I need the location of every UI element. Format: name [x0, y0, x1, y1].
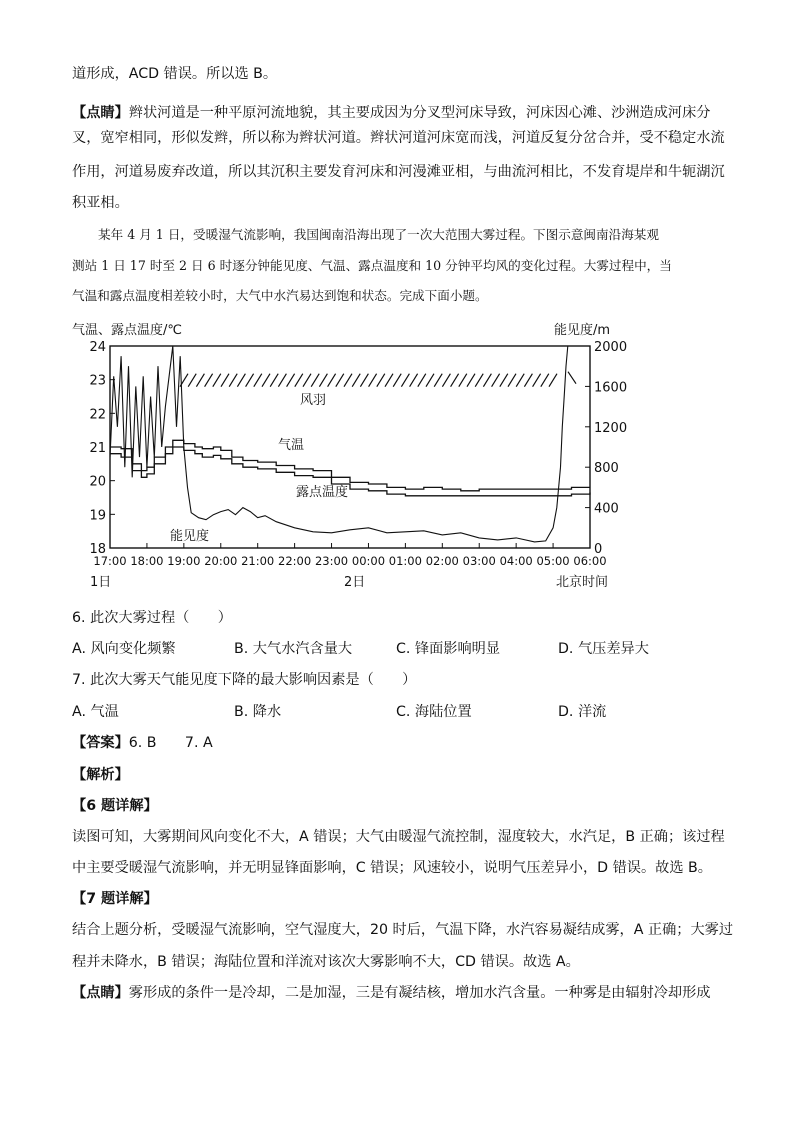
wind-barb: [360, 374, 368, 387]
wind-annotation: 风羽: [300, 393, 327, 408]
wind-barb: [377, 374, 385, 387]
wind-barb: [328, 374, 336, 387]
answer-tag: 【答案】: [72, 735, 129, 751]
y-right-tick-label: 800: [594, 461, 619, 477]
x-tick-label: 22:00: [278, 554, 312, 568]
wind-barb: [229, 374, 237, 387]
dewpoint-annotation: 露点温度: [296, 485, 349, 500]
y-left-tick-label: 22: [89, 407, 106, 423]
detail-6-text-a: 读图可知，大雾期间风向变化不大，A 错误；大气由暖湿气流控制，湿度较大，水汽足，B 正确；该过程: [72, 829, 725, 845]
y-right-tick-label: 400: [594, 501, 619, 517]
wind-barb: [508, 374, 516, 387]
wind-barb: [188, 374, 196, 387]
day2-label: 2日: [344, 575, 366, 590]
wind-barb: [278, 374, 286, 387]
answer-line: [72, 733, 213, 753]
detail-6-heading: 【6 题详解】: [72, 798, 158, 814]
q6-option-b[interactable]: B. 大气水汽含量大: [234, 641, 353, 657]
wind-barb: [568, 372, 576, 384]
wind-barb: [319, 374, 327, 387]
wind-barb: [295, 374, 303, 387]
x-tick-label: 20:00: [204, 554, 238, 568]
x-tick-label: 03:00: [462, 554, 496, 568]
wind-barb: [467, 374, 475, 387]
q7-option-d[interactable]: D. 洋流: [558, 704, 607, 720]
wind-barb: [344, 374, 352, 387]
q7-option-b[interactable]: B. 降水: [234, 704, 282, 720]
x-axis-label: 北京时间: [556, 575, 609, 590]
x-tick-label: 06:00: [573, 554, 607, 568]
x-tick-label: 18:00: [130, 554, 164, 568]
series-temperature: [110, 440, 590, 491]
tip-paragraph-line-2: 叉，宽窄相同，形似发辫，所以称为辫状河道。辫状河道河床宽而浅，河道反复分岔合并，受不稳定水流: [72, 130, 725, 146]
wind-barb: [516, 374, 524, 387]
tip-paragraph-line-1: [72, 103, 710, 123]
wind-barb: [246, 374, 254, 387]
y-left-tick-label: 18: [89, 542, 106, 557]
series-lines: [110, 346, 590, 542]
lead-text-b: 测站 1 日 17 时至 2 日 6 时逐分钟能见度、气温、露点温度和 10 分钟平均风的变化过程。大雾过程中，当: [72, 258, 672, 273]
tip-paragraph-line-4: 积亚相。: [72, 195, 129, 211]
wind-barb: [442, 374, 450, 387]
question-7: 7. 此次大雾天气能见度下降的最大影响因素是（ ）: [72, 672, 417, 688]
wind-barb: [434, 374, 442, 387]
wind-barb: [459, 374, 467, 387]
wind-barbs: [180, 372, 576, 387]
lead-text-c: 气温和露点温度相差较小时，大气中水汽易达到饱和状态。完成下面小题。: [72, 288, 488, 303]
tip-text-a: 辫状河道是一种平原河流地貌，其主要成因为分叉型河床导致，河床因心滩、沙洲造成河床分: [128, 105, 711, 121]
wind-barb: [393, 374, 401, 387]
lead-text-a: 某年 4 月 1 日，受暖湿气流影响，我国闽南沿海出现了一次大范围大雾过程。下图示意闽南沿海某观: [98, 227, 659, 242]
y-left-tick-label: 19: [89, 508, 106, 524]
tip-tag: 【点睛】: [72, 105, 129, 121]
weather-chart: [64, 318, 644, 598]
wind-barb: [410, 374, 418, 387]
wind-barb: [369, 374, 377, 387]
day1-label: 1日: [90, 575, 112, 590]
wind-barb: [475, 374, 483, 387]
y-left-tick-label: 21: [89, 441, 106, 456]
paragraph-p0: 道形成，ACD 错误。所以选 B。: [72, 66, 278, 82]
x-tick-label: 04:00: [499, 554, 533, 568]
wind-barb: [451, 374, 459, 387]
detail-7-text-b: 程并未降水，B 错误；海陆位置和洋流对该次大雾影响不大，CD 错误。故选 A。: [72, 954, 580, 970]
x-ticks: [93, 543, 606, 568]
final-tip-text: 雾形成的条件一是冷却，二是加湿，三是有凝结核，增加水汽含量。一种雾是由辐射冷却形成: [128, 985, 711, 1001]
y-right-tick-label: 1600: [594, 380, 628, 396]
y-left-ticks: [89, 340, 115, 557]
x-tick-label: 01:00: [388, 554, 422, 568]
wind-barb: [533, 374, 541, 387]
wind-barb: [221, 374, 229, 387]
y-left-tick-label: 23: [89, 373, 106, 389]
temperature-annotation: 气温: [278, 438, 305, 453]
x-tick-label: 05:00: [536, 554, 570, 568]
wind-barb: [213, 374, 221, 387]
analysis-heading: 【解析】: [72, 767, 129, 783]
wind-barb: [270, 374, 278, 387]
wind-barb: [500, 374, 508, 387]
wind-barb: [401, 374, 409, 387]
answer-text: 6. B 7. A: [128, 735, 213, 751]
wind-barb: [237, 374, 245, 387]
wind-barb: [262, 374, 270, 387]
wind-barb: [483, 374, 491, 387]
y-right-ticks: [585, 340, 627, 557]
y-right-tick-label: 2000: [594, 340, 628, 355]
wind-barb: [541, 374, 549, 387]
wind-barb: [352, 374, 360, 387]
x-tick-label: 19:00: [167, 554, 201, 568]
wind-barb: [205, 374, 213, 387]
detail-7-text-a: 结合上题分析，受暖湿气流影响，空气湿度大，20 时后，气温下降，水汽容易凝结成雾，A 正确；大雾过: [72, 922, 734, 938]
wind-barb: [549, 374, 557, 387]
wind-barb: [254, 374, 262, 387]
q6-option-d[interactable]: D. 气压差异大: [558, 641, 649, 657]
final-tip-tag: 【点睛】: [72, 985, 129, 1001]
y-left-tick-label: 20: [89, 474, 106, 490]
x-tick-label: 02:00: [425, 554, 459, 568]
wind-barb: [311, 374, 319, 387]
x-tick-label: 00:00: [351, 554, 386, 568]
q6-option-c[interactable]: C. 锋面影响明显: [396, 641, 501, 657]
q6-option-a[interactable]: A. 风向变化频繁: [72, 641, 176, 657]
q7-option-a[interactable]: A. 气温: [72, 704, 119, 720]
wind-barb: [418, 374, 426, 387]
y-left-label: 气温、露点温度/℃: [72, 323, 182, 338]
wind-barb: [426, 374, 434, 387]
final-tip-line: [72, 983, 710, 1003]
y-right-label: 能见度/m: [554, 323, 611, 338]
detail-7-heading: 【7 题详解】: [72, 891, 158, 907]
x-tick-label: 17:00: [93, 554, 127, 568]
wind-barb: [336, 374, 344, 387]
wind-barb: [524, 374, 532, 387]
visibility-annotation: 能见度: [170, 529, 210, 544]
y-left-tick-label: 24: [89, 340, 106, 355]
q7-option-c[interactable]: C. 海陆位置: [396, 704, 472, 720]
question-6: 6. 此次大雾过程（ ）: [72, 610, 232, 626]
wind-barb: [492, 374, 500, 387]
detail-6-text-b: 中主要受暖湿气流影响，并无明显锋面影响，C 错误；风速较小，说明气压差异小，D 错误。故选 B。: [72, 860, 712, 876]
wind-barb: [385, 374, 393, 387]
x-tick-label: 23:00: [314, 554, 349, 568]
y-right-tick-label: 1200: [594, 420, 628, 436]
y-right-tick-label: 0: [594, 542, 603, 557]
wind-barb: [303, 374, 311, 387]
wind-barb: [196, 374, 204, 387]
x-tick-label: 21:00: [241, 554, 275, 568]
wind-barb: [287, 374, 295, 387]
tip-paragraph-line-3: 作用，河道易废弃改道，所以其沉积主要发育河床和河漫滩亚相，与曲流河相比，不发育堤岸和牛轭湖沉: [72, 164, 725, 180]
